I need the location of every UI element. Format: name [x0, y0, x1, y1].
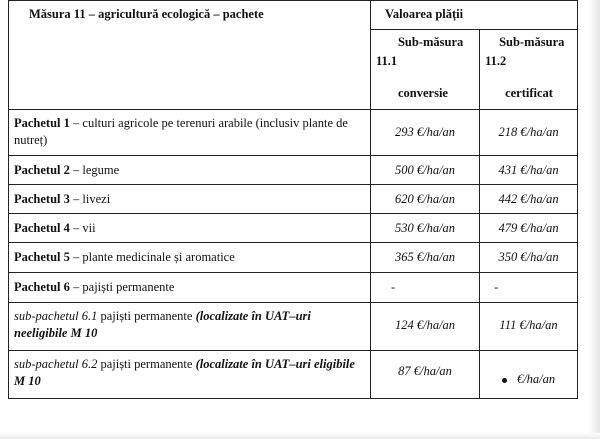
subpackage-location: (localizate în UAT–uri eligibile M 10 [14, 357, 355, 388]
package-description: – pajiști permanente [69, 280, 175, 294]
subpackage-name: sub-pachetul 6.1 [14, 309, 98, 323]
package-cell [9, 156, 371, 185]
package-name: Pachetul 3 [14, 192, 70, 206]
package-description: – livezi [69, 192, 111, 206]
package-cell [9, 243, 371, 273]
subpackage-cell [9, 351, 371, 399]
table-row [9, 110, 578, 156]
certified-value: - [480, 273, 578, 303]
package-cell [9, 214, 371, 243]
package-name: Pachetul 1 [14, 116, 70, 130]
table-header-row [9, 1, 578, 30]
submeasure-11-1-label: Sub-măsura [397, 35, 464, 49]
page-shadow-bottom [0, 433, 600, 439]
submeasure-11-2-label: Sub-măsura [499, 35, 565, 49]
measure-title: Măsura 11 – agricultură ecologică – pachete [29, 7, 264, 21]
certified-value: 350 €/ha/an [480, 243, 578, 273]
submeasure-11-2-cell [480, 30, 578, 110]
certified-value: 111 €/ha/an [480, 303, 578, 351]
package-cell [9, 110, 371, 156]
table-row [9, 351, 578, 399]
table-row [9, 273, 578, 303]
subpackage-cell [9, 303, 371, 351]
certified-value: €/ha/an [516, 372, 556, 386]
subpackage-name: sub-pachetul 6.2 [14, 357, 98, 371]
table-row [9, 156, 578, 185]
certified-value-cell [480, 351, 578, 399]
conversion-value: 500 €/ha/an [370, 156, 479, 185]
package-name: Pachetul 5 [14, 250, 70, 264]
table-row [9, 214, 578, 243]
conversion-value: 87 €/ha/an [370, 351, 479, 399]
submeasure-11-2-type: certificat [505, 86, 553, 100]
table-row [9, 243, 578, 273]
table-row [9, 185, 578, 214]
package-description: – legume [69, 163, 120, 177]
subpackage-description: pajiști permanente [97, 309, 196, 323]
conversion-value: 124 €/ha/an [370, 303, 479, 351]
submeasure-11-1-number: 11.1 [375, 54, 398, 68]
submeasure-11-2-number: 11.2 [485, 54, 507, 68]
certified-value: 479 €/ha/an [480, 214, 578, 243]
conversion-value: 620 €/ha/an [370, 185, 479, 214]
page-shadow-right [588, 0, 600, 439]
certified-value: 431 €/ha/an [480, 156, 578, 185]
payment-value-title: Valoarea plății [384, 7, 464, 21]
certified-value: 218 €/ha/an [480, 110, 578, 156]
conversion-value: - [370, 273, 479, 303]
table-row [9, 303, 578, 351]
package-description: – plante medicinale și aromatice [69, 250, 235, 264]
conversion-value: 365 €/ha/an [370, 243, 479, 273]
package-cell [9, 185, 371, 214]
package-name: Pachetul 2 [14, 163, 70, 177]
certified-value: 442 €/ha/an [480, 185, 578, 214]
conversion-value: 293 €/ha/an [370, 110, 479, 156]
package-cell [9, 273, 371, 303]
bullet-icon [502, 378, 507, 383]
submeasure-11-1-type: conversie [397, 86, 448, 100]
payments-table [8, 0, 578, 399]
measure-title-cell [9, 1, 371, 110]
package-description: – vii [69, 221, 96, 235]
subpackage-location: (localizate în UAT–uri neeligibile M 10 [14, 309, 311, 340]
subpackage-description: pajiști permanente [97, 357, 196, 371]
package-name: Pachetul 6 [14, 280, 70, 294]
conversion-value: 530 €/ha/an [370, 214, 479, 243]
package-description: – culturi agricole pe terenuri arabile (inclusiv plante de nutreț) [14, 116, 348, 147]
package-name: Pachetul 4 [14, 221, 70, 235]
submeasure-11-1-cell [370, 30, 479, 110]
payment-value-header [370, 1, 577, 30]
